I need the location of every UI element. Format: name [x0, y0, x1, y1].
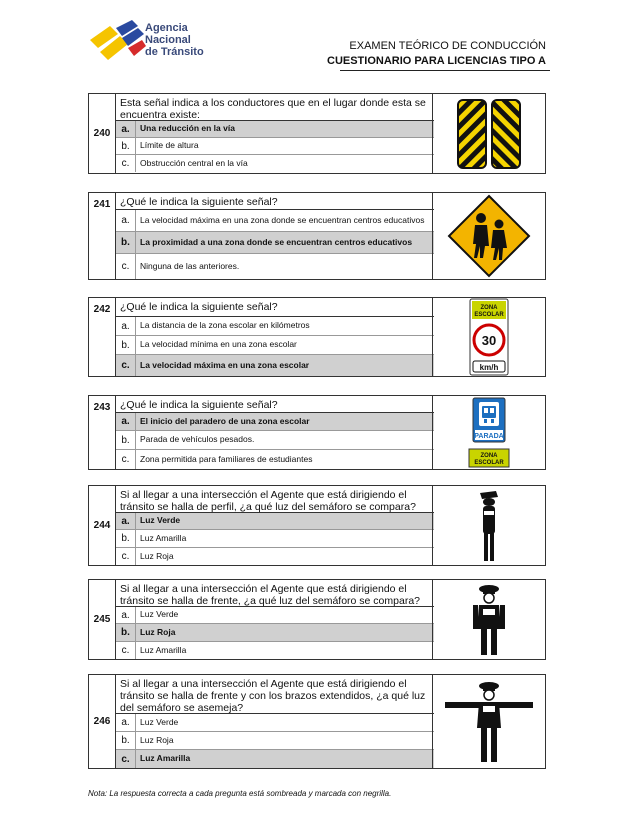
- option-c[interactable]: c. Obstrucción central en la vía: [116, 155, 434, 172]
- option-b[interactable]: b. Luz Roja: [116, 732, 434, 750]
- question-number: 246: [89, 675, 116, 768]
- option-a[interactable]: a. Luz Verde: [116, 714, 434, 732]
- option-b[interactable]: b. Luz Roja: [116, 624, 434, 642]
- option-a[interactable]: a. Luz Verde: [116, 513, 434, 530]
- option-c[interactable]: c. Luz Amarilla: [116, 750, 434, 768]
- question-text: Si al llegar a una intersección el Agente que está dirigiendo el tránsito se halla de perfil, ¿a qué luz del semáforo se compara?: [116, 486, 434, 513]
- footnote: Nota: La respuesta correcta a cada pregunta está sombreada y marcada con negrilla.: [88, 789, 392, 798]
- option-c[interactable]: c. Zona permitida para familiares de estudiantes: [116, 450, 434, 469]
- option-b[interactable]: b. Límite de altura: [116, 138, 434, 155]
- question-text: Si al llegar a una intersección el Agente que está dirigiendo el tránsito se halla de frente y con los brazos extendidos, ¿a qué luz del semáforo se asemeja?: [116, 675, 434, 714]
- agent-arms-extended-icon: [432, 675, 545, 768]
- school-crossing-sign-icon: [432, 193, 545, 279]
- question-text: ¿Qué le indica la siguiente señal?: [116, 396, 434, 413]
- svg-text:ZONA: ZONA: [480, 452, 498, 459]
- option-c[interactable]: c. Luz Amarilla: [116, 642, 434, 659]
- svg-text:PARADA: PARADA: [474, 432, 504, 440]
- svg-text:ESCOLAR: ESCOLAR: [474, 459, 504, 466]
- header-divider: [340, 70, 550, 71]
- svg-text:ZONA: ZONA: [480, 305, 498, 311]
- question-text: Si al llegar a una intersección el Agente que está dirigiendo el tránsito se halla de frente, ¿a qué luz del semáforo se compara?: [116, 580, 434, 607]
- option-c[interactable]: c. Ninguna de las anteriores.: [116, 254, 434, 279]
- school-zone-speed-sign-icon: [432, 298, 545, 376]
- option-b[interactable]: b. La velocidad mínima en una zona escolar: [116, 336, 434, 355]
- option-a[interactable]: a. La distancia de la zona escolar en kilómetros: [116, 317, 434, 336]
- question-text: ¿Qué le indica la siguiente señal?: [116, 193, 434, 210]
- agent-profile-icon: [432, 486, 545, 565]
- agency-name: Agencia Nacional de Tránsito: [145, 22, 204, 58]
- option-a[interactable]: a. Luz Verde: [116, 607, 434, 624]
- chevron-obstruction-sign-icon: [432, 94, 545, 173]
- question-242: [88, 297, 546, 377]
- question-241: [88, 192, 546, 280]
- option-a[interactable]: a. Una reducción en la vía: [116, 121, 434, 138]
- question-text: Esta señal indica a los conductores que en el lugar donde esta se encuentra existe:: [116, 94, 434, 121]
- school-bus-stop-sign-icon: [432, 396, 545, 469]
- question-number: 245: [89, 580, 116, 659]
- option-c[interactable]: c. Luz Roja: [116, 548, 434, 565]
- svg-text:30: 30: [481, 333, 497, 348]
- agent-front-icon: [432, 580, 545, 659]
- question-245: [88, 579, 546, 660]
- question-text: ¿Qué le indica la siguiente señal?: [116, 298, 434, 317]
- option-a[interactable]: a. El inicio del paradero de una zona escolar: [116, 413, 434, 431]
- question-number: 244: [89, 486, 116, 565]
- option-b[interactable]: b. Parada de vehículos pesados.: [116, 431, 434, 450]
- question-number: 240: [89, 94, 116, 173]
- option-b[interactable]: b. Luz Amarilla: [116, 530, 434, 548]
- question-244: [88, 485, 546, 566]
- question-243: [88, 395, 546, 470]
- svg-text:km/h: km/h: [479, 363, 499, 372]
- exam-title: EXAMEN TEÓRICO DE CONDUCCIÓN: [349, 40, 546, 52]
- question-number: 243: [89, 396, 116, 469]
- svg-text:ESCOLAR: ESCOLAR: [474, 312, 504, 318]
- option-a[interactable]: a. La velocidad máxima en una zona donde se encuentran centros educativos: [116, 210, 434, 232]
- question-number: 242: [89, 298, 116, 376]
- option-c[interactable]: c. La velocidad máxima en una zona escolar: [116, 355, 434, 376]
- exam-subtitle: CUESTIONARIO PARA LICENCIAS TIPO A: [327, 55, 546, 67]
- question-246: [88, 674, 546, 769]
- question-240: [88, 93, 546, 174]
- question-number: 241: [89, 193, 116, 279]
- option-b[interactable]: b. La proximidad a una zona donde se encuentran centros educativos: [116, 232, 434, 254]
